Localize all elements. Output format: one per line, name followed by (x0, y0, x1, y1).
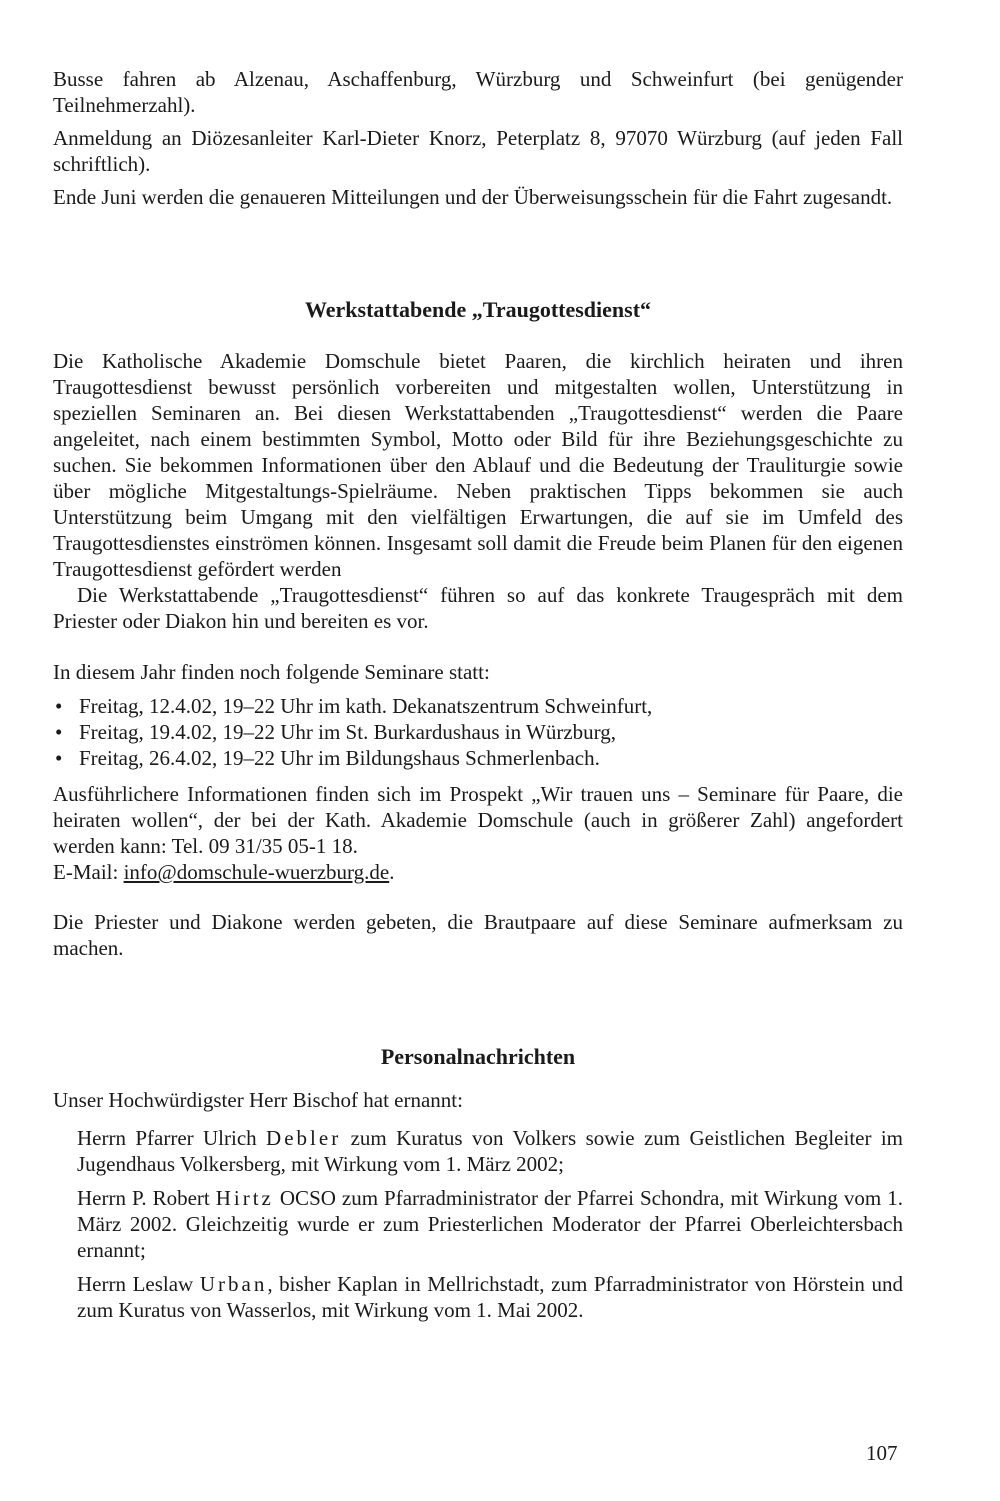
page-number: 107 (866, 1441, 898, 1465)
email-line: E-Mail: info@domschule-wuerzburg.de. (53, 860, 395, 884)
bullet-icon: • (55, 694, 63, 718)
page-content (53, 66, 903, 1323)
intro-registration-paragraph: Anmeldung an Diözesanleiter Karl-Dieter Knorz, Peterplatz 8, 97070 Würzburg (auf jeden Fall schriftlich). (53, 126, 903, 176)
bullet-icon: • (55, 746, 63, 770)
email-label: E-Mail: (53, 860, 119, 884)
seminar-list-item: • Freitag, 26.4.02, 19–22 Uhr im Bildungshaus Schmerlenbach. (55, 746, 600, 770)
appointment-entry: Herrn Leslaw Urban, bisher Kaplan in Mellrichstadt, zum Pfarradministrator von Hörstein und zum Kuratus von Wasserlos, mit Wirkung vom 1. Mai 2002. (77, 1272, 903, 1322)
seminars-info-paragraph: Ausführlichere Informationen finden sich im Prospekt „Wir trauen uns – Seminare für Paare, die heiraten wollen“, der bei der Kath. Akademie Domschule (auch in größerer Zahl) angefordert werden kann: Tel. 09 31/35 05-1 18. (53, 782, 903, 858)
person-name: Hirtz (215, 1186, 274, 1210)
person-name: Debler (266, 1126, 342, 1150)
personal-intro: Unser Hochwürdigster Herr Bischof hat ernannt: (53, 1088, 463, 1112)
closing-paragraph: Die Priester und Diakone werden gebeten, die Brautpaare auf diese Seminare aufmerksam zu machen. (53, 910, 903, 960)
werkstatt-paragraph-2: Die Werkstattabende „Traugottesdienst“ führen so auf das konkrete Traugespräch mit dem Priester oder Diakon hin und bereiten es vor. (53, 583, 903, 633)
person-name: Urban (199, 1272, 268, 1296)
werkstatt-paragraph-1: Die Katholische Akademie Domschule bietet Paaren, die kirchlich heiraten und ihren Traugottesdienst bewusst persönlich vorbereiten und mitgestalten wollen, Unterstützung in speziellen Seminaren an. Bei diesen Werkstattabenden „Traugottesdienst“ werden die Paare angeleitet, nach einem bestimmten Symbol, Motto oder Bild für ihre Beziehungsgeschichte zu suchen. Sie bekommen Informationen über den Ablauf und die Bedeutung der Trauliturgie sowie über mögliche Mitgestaltungs-Spielräume. Neben praktischen Tipps bekommen sie auch Unterstützung beim Umgang mit den vielfältigen Erwartungen, die auf sie im Umfeld des Traugottesdienstes einströmen können. Insgesamt soll damit die Freude beim Planen für den eigenen Traugottesdienst gefördert werden (53, 349, 903, 581)
seminar-list-item: • Freitag, 19.4.02, 19–22 Uhr im St. Burkardushaus in Würzburg, (55, 720, 617, 744)
intro-bus-paragraph: Busse fahren ab Alzenau, Aschaffenburg, Würzburg und Schweinfurt (bei genügender Teilnehmerzahl). (53, 67, 903, 117)
section-heading-personal: Personalnachrichten (380, 1044, 576, 1069)
seminars-intro: In diesem Jahr finden noch folgende Seminare statt: (53, 660, 490, 684)
seminar-list (53, 693, 903, 771)
intro-info-paragraph: Ende Juni werden die genaueren Mitteilungen und der Überweisungsschein für die Fahrt zugesandt. (53, 185, 893, 209)
section-heading-werkstatt: Werkstattabende „Traugottesdienst“ (304, 297, 652, 322)
seminar-list-item: • Freitag, 12.4.02, 19–22 Uhr im kath. Dekanatszentrum Schweinfurt, (55, 694, 653, 718)
bullet-icon: • (55, 720, 63, 744)
appointment-entry: Herrn P. Robert Hirtz OCSO zum Pfarradministrator der Pfarrei Schondra, mit Wirkung vom 1. März 2002. Gleichzeitig wurde er zum Priesterlichen Moderator der Pfarrei Oberleichtersbach ernannt; (77, 1186, 904, 1262)
appointment-entry: Herrn Pfarrer Ulrich Debler zum Kuratus von Volkers sowie zum Geistlichen Begleiter im Jugendhaus Volkersberg, mit Wirkung vom 1. März 2002; (77, 1126, 904, 1176)
email-link[interactable]: info@domschule-wuerzburg.de (123, 860, 390, 884)
